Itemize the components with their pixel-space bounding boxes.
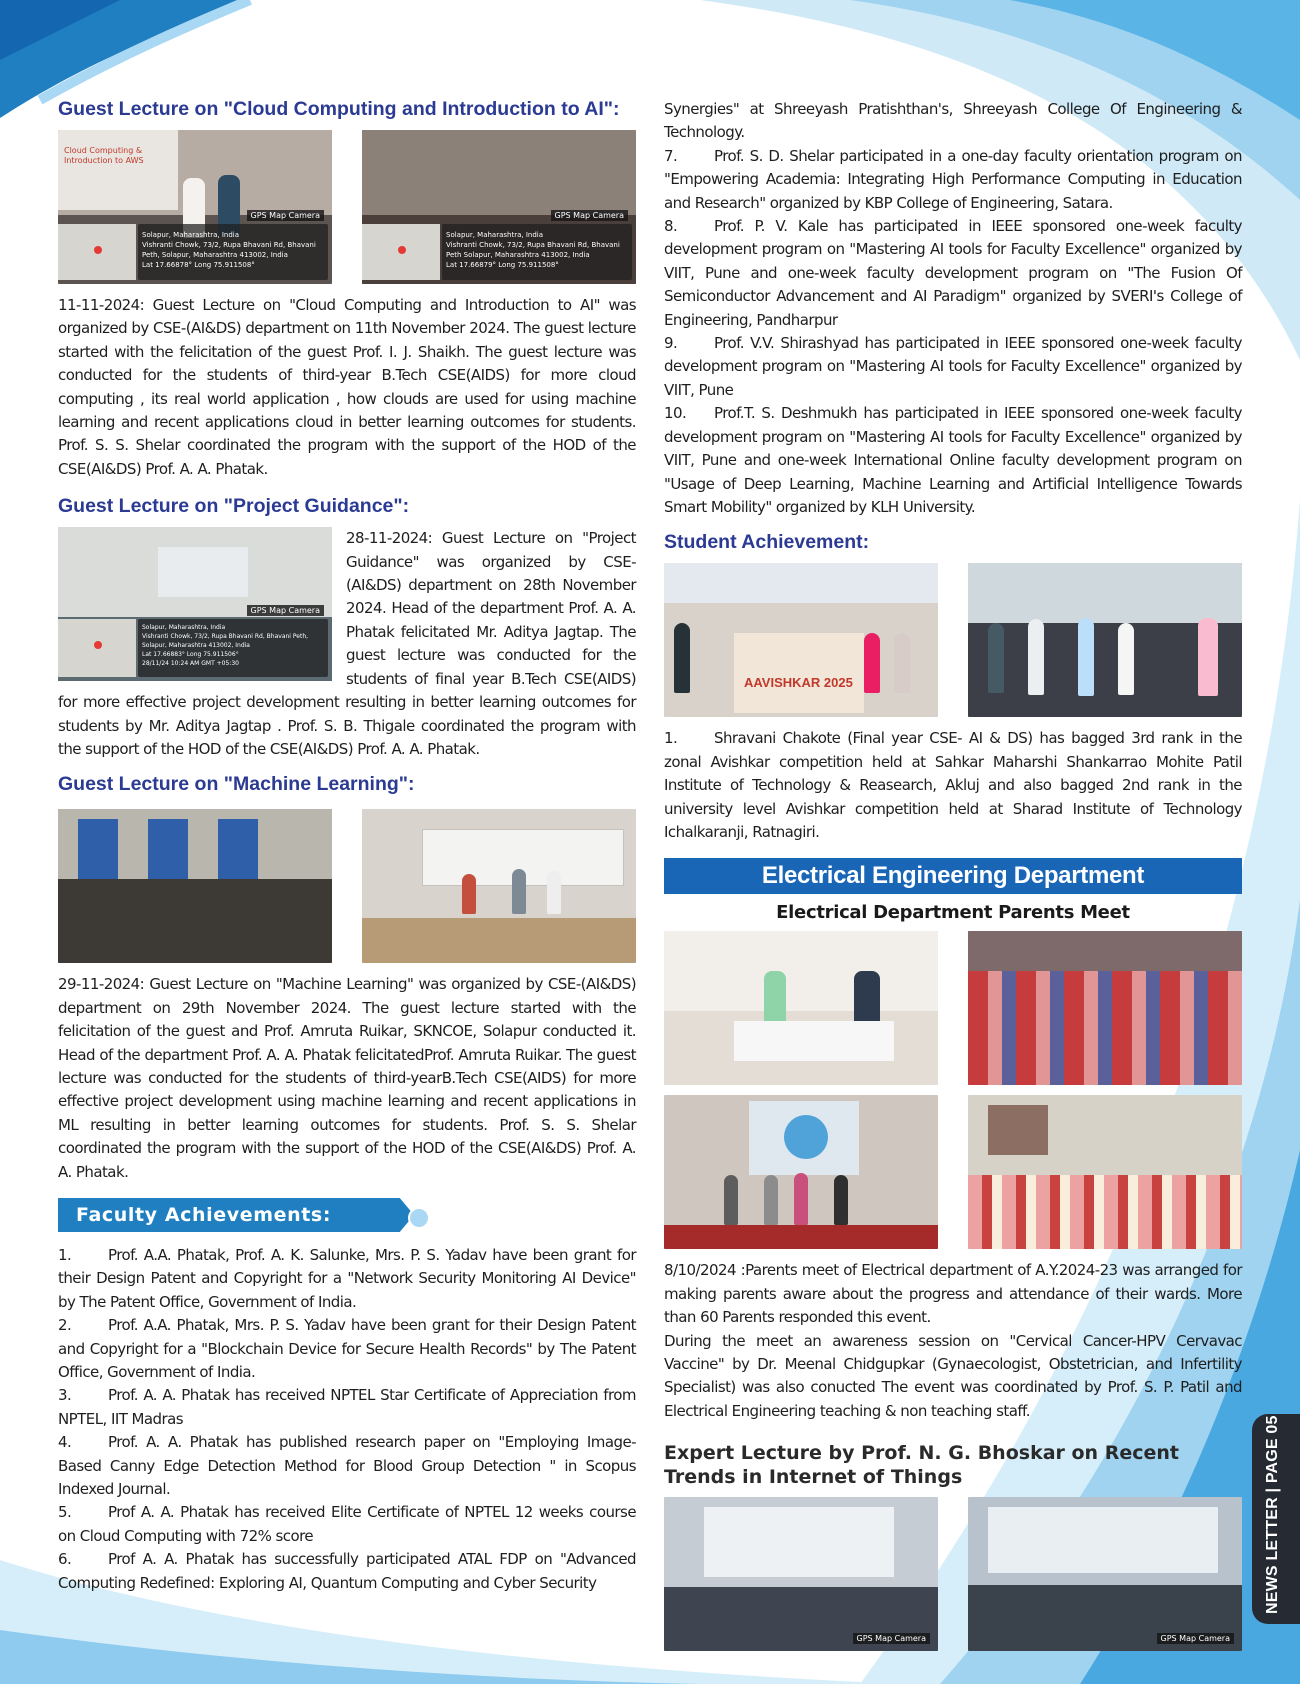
right-column: [664, 98, 1242, 1661]
list-item: [664, 332, 1242, 402]
faculty-achievements-title: Faculty Achievements:: [76, 1203, 332, 1226]
item-number: 7.: [664, 146, 678, 165]
item-text: Prof. P. V. Kale has participated in IEEE sponsored one-week faculty development program on "Mastering AI tools for Faculty Excellence" organized by VIIT, Pune and one-week faculty development program on "The Fusion Of Semiconductor Advancement and AI Paradigm" organized by SVERI's College of Engineering, Pandharpur: [664, 217, 1242, 329]
item-number: 1.: [58, 1245, 72, 1264]
list-item: [664, 727, 1242, 844]
item-text: Prof A. A. Phatak has received Elite Certificate of NPTEL 12 weeks course on Cloud Computing with 72% score: [58, 1503, 636, 1545]
expert-lecture-heading: [664, 1441, 1242, 1489]
machine-learning-text: 29-11-2024: Guest Lecture on "Machine Learning" was organized by CSE-(AI&DS) department on 29th November 2024. The guest lecture started with the felicitation of the guest and Prof. Amruta Ruikar, SKNCOE, Solapur conducted it. Head of the department Prof. A. A. Phatak felicitatedProf. Amruta Ruikar. The guest lecture was conducted for the students of third-yearB.Tech CSE(AIDS) for more effective project development using machine learning and recent applications in ML resulting in better learning outcomes for students. Prof. S. S. Shelar coordinated the program with the support of the HOD of the CSE(AI&DS) Prof. A. A. Phatak.: [58, 975, 636, 1181]
student-achievement-heading: Student Achievement:: [664, 531, 870, 554]
parents-meet-photos-row-2: [664, 1095, 1242, 1249]
gps-line: Solapur, Maharashtra, India: [446, 231, 544, 239]
item-number: 5.: [58, 1503, 72, 1522]
gps-line: Lat 17.66883° Long 75.911506°: [142, 651, 239, 659]
item-text: Prof A. A. Phatak has successfully participated ATAL FDP on "Advanced Computing Redefined: Exploring AI, Quantum Computing and Cyber Security: [58, 1550, 636, 1592]
expert-lecture-photos: [664, 1497, 1242, 1651]
expert-photo-2: [968, 1497, 1242, 1651]
poster-text: AAVISHKAR 2025: [744, 675, 853, 691]
faculty-achievements-list-continued: [664, 145, 1242, 520]
machine-learning-heading: Guest Lecture on "Machine Learning":: [58, 773, 415, 796]
list-item: [664, 145, 1242, 215]
item-number: 6.: [58, 1550, 72, 1569]
item-number: 10.: [664, 404, 687, 423]
cloud-lecture-heading: Guest Lecture on "Cloud Computing and Introduction to AI":: [58, 98, 620, 120]
gps-line: Lat 17.66879° Long 75.911508°: [446, 261, 559, 269]
list-item: [664, 402, 1242, 519]
list-item: [58, 1431, 636, 1501]
item-number: 8.: [664, 217, 678, 236]
ml-photo-1: [58, 809, 332, 963]
gps-tag: GPS Map Camera: [853, 1633, 930, 1644]
gps-tag: GPS Map Camera: [551, 210, 628, 221]
list-item: [58, 1501, 636, 1548]
cloud-lecture-photo-1: [58, 130, 332, 284]
parents-meet-text-1: 8/10/2024 :Parents meet of Electrical department of A.Y.2024-23 was arranged for making parents aware about the progress and attendance of their wards. More than 60 Parents responded this event.: [664, 1261, 1242, 1327]
list-item: [664, 215, 1242, 332]
student-achievement-photos: [664, 563, 1242, 717]
item-text: Prof. A. A. Phatak has published research paper on "Employing Image-Based Canny Edge Detection Method for Blood Group Detection " in Scopus Indexed Journal.: [58, 1433, 636, 1499]
gps-line: Solapur, Maharashtra, India: [142, 231, 240, 239]
parents-meet-photo-1: [664, 931, 938, 1085]
gps-overlay: [138, 211, 328, 280]
gps-line: Lat 17.66878° Long 75.911508°: [142, 261, 255, 269]
gps-tag: GPS Map Camera: [1157, 1633, 1234, 1644]
project-guidance-text: 28-11-2024: Guest Lecture on "Project Guidance" was organized by CSE-(AI&DS) department on 28th November 2024. Head of the department Prof. A. A. Phatak felicitated Mr. Aditya Jagtap. The guest lecture was conducted for the students of final year B.Tech CSE(AIDS) for more effective project development resulting in better learning outcomes for students by Mr. Aditya Jagtap . Prof. S. B. Thigale coordinated the program with the support of the HOD of the CSE(AI&DS) Prof. A. A. Phatak.: [58, 529, 636, 758]
gps-tag: GPS Map Camera: [247, 605, 324, 616]
machine-learning-photos: [58, 809, 636, 963]
item-text: Prof.T. S. Deshmukh has participated in IEEE sponsored one-week faculty development program on "Mastering AI tools for Faculty Excellence" organized by VIIT, Pune and one-week International Online faculty development program on "Usage of Deep Learning, Machine Learning and Artificial Intelligence Towards Smart Mobility" organized by KLH University.: [664, 404, 1242, 516]
left-column: [58, 98, 636, 1595]
faculty-continued-lead: Synergies" at Shreeyash Pratishthan's, Shreeyash College Of Engineering & Technology.: [664, 100, 1242, 142]
gps-line: Peth, Solapur, Maharashtra 413002, India: [142, 251, 288, 259]
list-item: [58, 1384, 636, 1431]
ml-photo-2: [362, 809, 636, 963]
banner-dot-icon: [408, 1207, 430, 1229]
parents-meet-photo-3: [664, 1095, 938, 1249]
project-guidance-photo: [58, 527, 332, 681]
item-text: Prof. A. A. Phatak has received NPTEL Star Certificate of Appreciation from NPTEL, IIT Madras: [58, 1386, 636, 1428]
item-text: Prof. V.V. Shirashyad has participated in IEEE sponsored one-week faculty development program on "Mastering AI tools for Faculty Excellence" organized by VIIT, Pune: [664, 334, 1242, 399]
item-number: 2.: [58, 1316, 72, 1335]
slide-title: Cloud Computing & Introduction to AWS: [64, 146, 144, 165]
list-item: [58, 1314, 636, 1384]
student-photo-2: [968, 563, 1242, 717]
list-item: [58, 1244, 636, 1314]
item-text: Prof. S. D. Shelar participated in a one-day faculty orientation program on "Empowering Academia: Integrating High Performance Computing in Education and Research" organized by KBP College of Engineering, Satara.: [664, 146, 1242, 212]
project-guidance-heading: Guest Lecture on "Project Guidance":: [58, 495, 410, 518]
newsletter-page-tab: [1252, 1414, 1300, 1624]
parents-meet-text-2: During the meet an awareness session on "Cervical Cancer-HPV Cervavac Vaccine" by Dr. Meenal Chidgupkar (Gynaecologist, Obstetrician, and Infertility Specialist) was also conucted The event was coordinated by Prof. S. P. Patil and Electrical Engineering teaching & non teaching staff.: [664, 1331, 1242, 1420]
cloud-lecture-photos: [58, 130, 636, 284]
expert-heading-line-1: Expert Lecture by Prof. N. G. Bhoskar on Recent: [664, 1442, 1179, 1465]
expert-heading-line-2: Trends in Internet of Things: [664, 1466, 963, 1489]
list-item: [58, 1548, 636, 1595]
gps-line: Vishranti Chowk, 73/2, Rupa Bhavani Rd, Bhavani: [446, 241, 620, 249]
gps-line: Solapur, Maharashtra, India: [142, 624, 226, 632]
parents-meet-photo-4: [968, 1095, 1242, 1249]
cloud-lecture-text: 11-11-2024: Guest Lecture on "Cloud Computing and Introduction to AI" was organized by CSE-(AI&DS) department on 11th November 2024. The guest lecture started with the felicitation of the guest Prof. I. J. Shaikh. The guest lecture was conducted for the students of third-year B.Tech CSE(AIDS) for more cloud computing , its real world application , how clouds are used for using machine learning and recent applications cloud in better learning outcomes for students. Prof. S. S. Shelar coordinated the program with the support of the HOD of the CSE(AI&DS) Prof. A. A. Phatak.: [58, 296, 636, 478]
item-text: Prof. A.A. Phatak, Prof. A. K. Salunke, Mrs. P. S. Yadav have been grant for their Design Patent and Copyright for a "Network Security Monitoring AI Device" by The Patent Office, Government of India.: [58, 1245, 636, 1311]
parents-meet-heading: Electrical Department Parents Meet: [776, 902, 1130, 924]
student-photo-1: [664, 563, 938, 717]
gps-tag: GPS Map Camera: [247, 210, 324, 221]
gps-line: Vishranti Chowk, 73/2, Rupa Bhavani Rd, Bhavani: [142, 241, 316, 249]
parents-meet-photo-2: [968, 931, 1242, 1085]
item-text: Prof. A.A. Phatak, Mrs. P. S. Yadav have been grant for their Design Patent and Copyright for a "Blockchain Device for Secure Health Records" by The Patent Office, Government of India.: [58, 1316, 636, 1381]
item-number: 9.: [664, 334, 678, 353]
project-guidance-block: [58, 527, 636, 761]
cloud-lecture-photo-2: [362, 130, 636, 284]
item-number: 3.: [58, 1386, 72, 1405]
gps-line: Peth Solapur, Maharashtra 413002, India: [446, 251, 590, 259]
faculty-achievements-list: [58, 1244, 636, 1595]
gps-line: Vishranti Chowk, 73/2, Rupa Bhavani Rd, Bhavani Peth,: [142, 633, 309, 641]
item-text: Shravani Chakote (Final year CSE- AI & DS) has bagged 3rd rank in the zonal Avishkar competition held at Sahkar Maharshi Shankarrao Mohite Patil Institute of Technology & Reasearch, Akluj and also bagged 2nd rank in the university level Avishkar competition held at Sharad Institute of Technology Ichalkaranji, Ratnagiri.: [664, 729, 1242, 841]
faculty-achievements-banner: [58, 1198, 430, 1232]
electrical-department-banner: Electrical Engineering Department: [664, 858, 1242, 894]
item-number: 1.: [664, 729, 678, 748]
gps-line: Solapur, Maharashtra 413002, India: [142, 642, 250, 650]
parents-meet-photos-row-1: [664, 931, 1242, 1085]
expert-photo-1: [664, 1497, 938, 1651]
gps-overlay: [138, 606, 328, 677]
gps-overlay: [442, 211, 632, 280]
page-label: NEWS LETTER | PAGE 05: [1264, 1415, 1281, 1614]
item-number: 4.: [58, 1433, 72, 1452]
student-achievement-list: [664, 727, 1242, 844]
gps-line: 28/11/24 10:24 AM GMT +05:30: [142, 660, 239, 668]
